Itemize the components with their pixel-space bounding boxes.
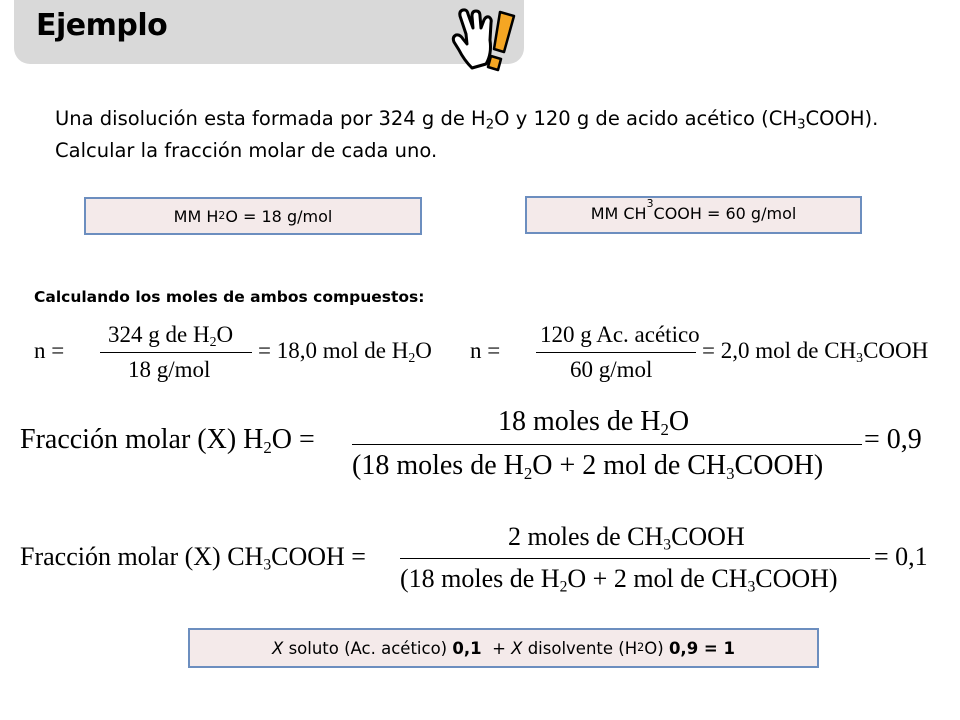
pointing-hand-exclamation-icon (448, 4, 528, 84)
denominator: 60 g/mol (570, 357, 653, 382)
section-label: Calculando los moles de ambos compuestos: (34, 288, 425, 306)
problem-line-2: Calcular la fracción molar de cada uno. (55, 139, 438, 162)
fraction-bar (400, 558, 870, 559)
summary-box: X soluto (Ac. acético) 0,1 + X disolvente (H 2 O) 0,9 = 1 (188, 628, 819, 668)
denominator: (18 moles de $H_2O + 2$ mol de $CH_3COOH$) (352, 450, 824, 484)
denominator: 18 g/mol (128, 357, 211, 382)
numerator: 120 g Ac. acético (540, 322, 700, 347)
problem-line-1: Una disolución esta formada por 324 g de $H_2O$ y 120 g de acido acético $(CH_3COOH)$. (55, 107, 879, 133)
lhs: n = (34, 338, 65, 363)
fraction-bar (536, 352, 696, 353)
numerator: 324 g de $H_2O$ (108, 322, 234, 350)
numerator: 18 moles de $H_2O$ (498, 406, 690, 440)
molar-mass-acid-box: MM CH 3 COOH = 60 g/mol (525, 196, 862, 234)
molar-mass-water-box: MM H 2 O = 18 g/mol (84, 197, 422, 235)
result: = 2,0 mol de $CH_3COOH$ (702, 338, 929, 366)
fraction-bar (352, 444, 862, 445)
slide-title: Ejemplo (36, 8, 168, 43)
lhs: n = (470, 338, 501, 363)
problem-statement (55, 103, 945, 167)
lhs: Fracción molar (X) $CH_3COOH$ = (20, 542, 366, 574)
numerator: 2 moles de $CH_3COOH$ (508, 522, 745, 554)
result: = 0,9 (864, 424, 922, 455)
denominator: (18 moles de $H_2O + 2$ mol de $CH_3COOH$) (400, 564, 838, 596)
lhs: Fracción molar (X) $H_2O$ = (20, 424, 315, 458)
result: = 0,1 (874, 542, 928, 571)
fraction-bar (100, 352, 252, 353)
result: = 18,0 mol de $H_2O$ (258, 338, 432, 366)
